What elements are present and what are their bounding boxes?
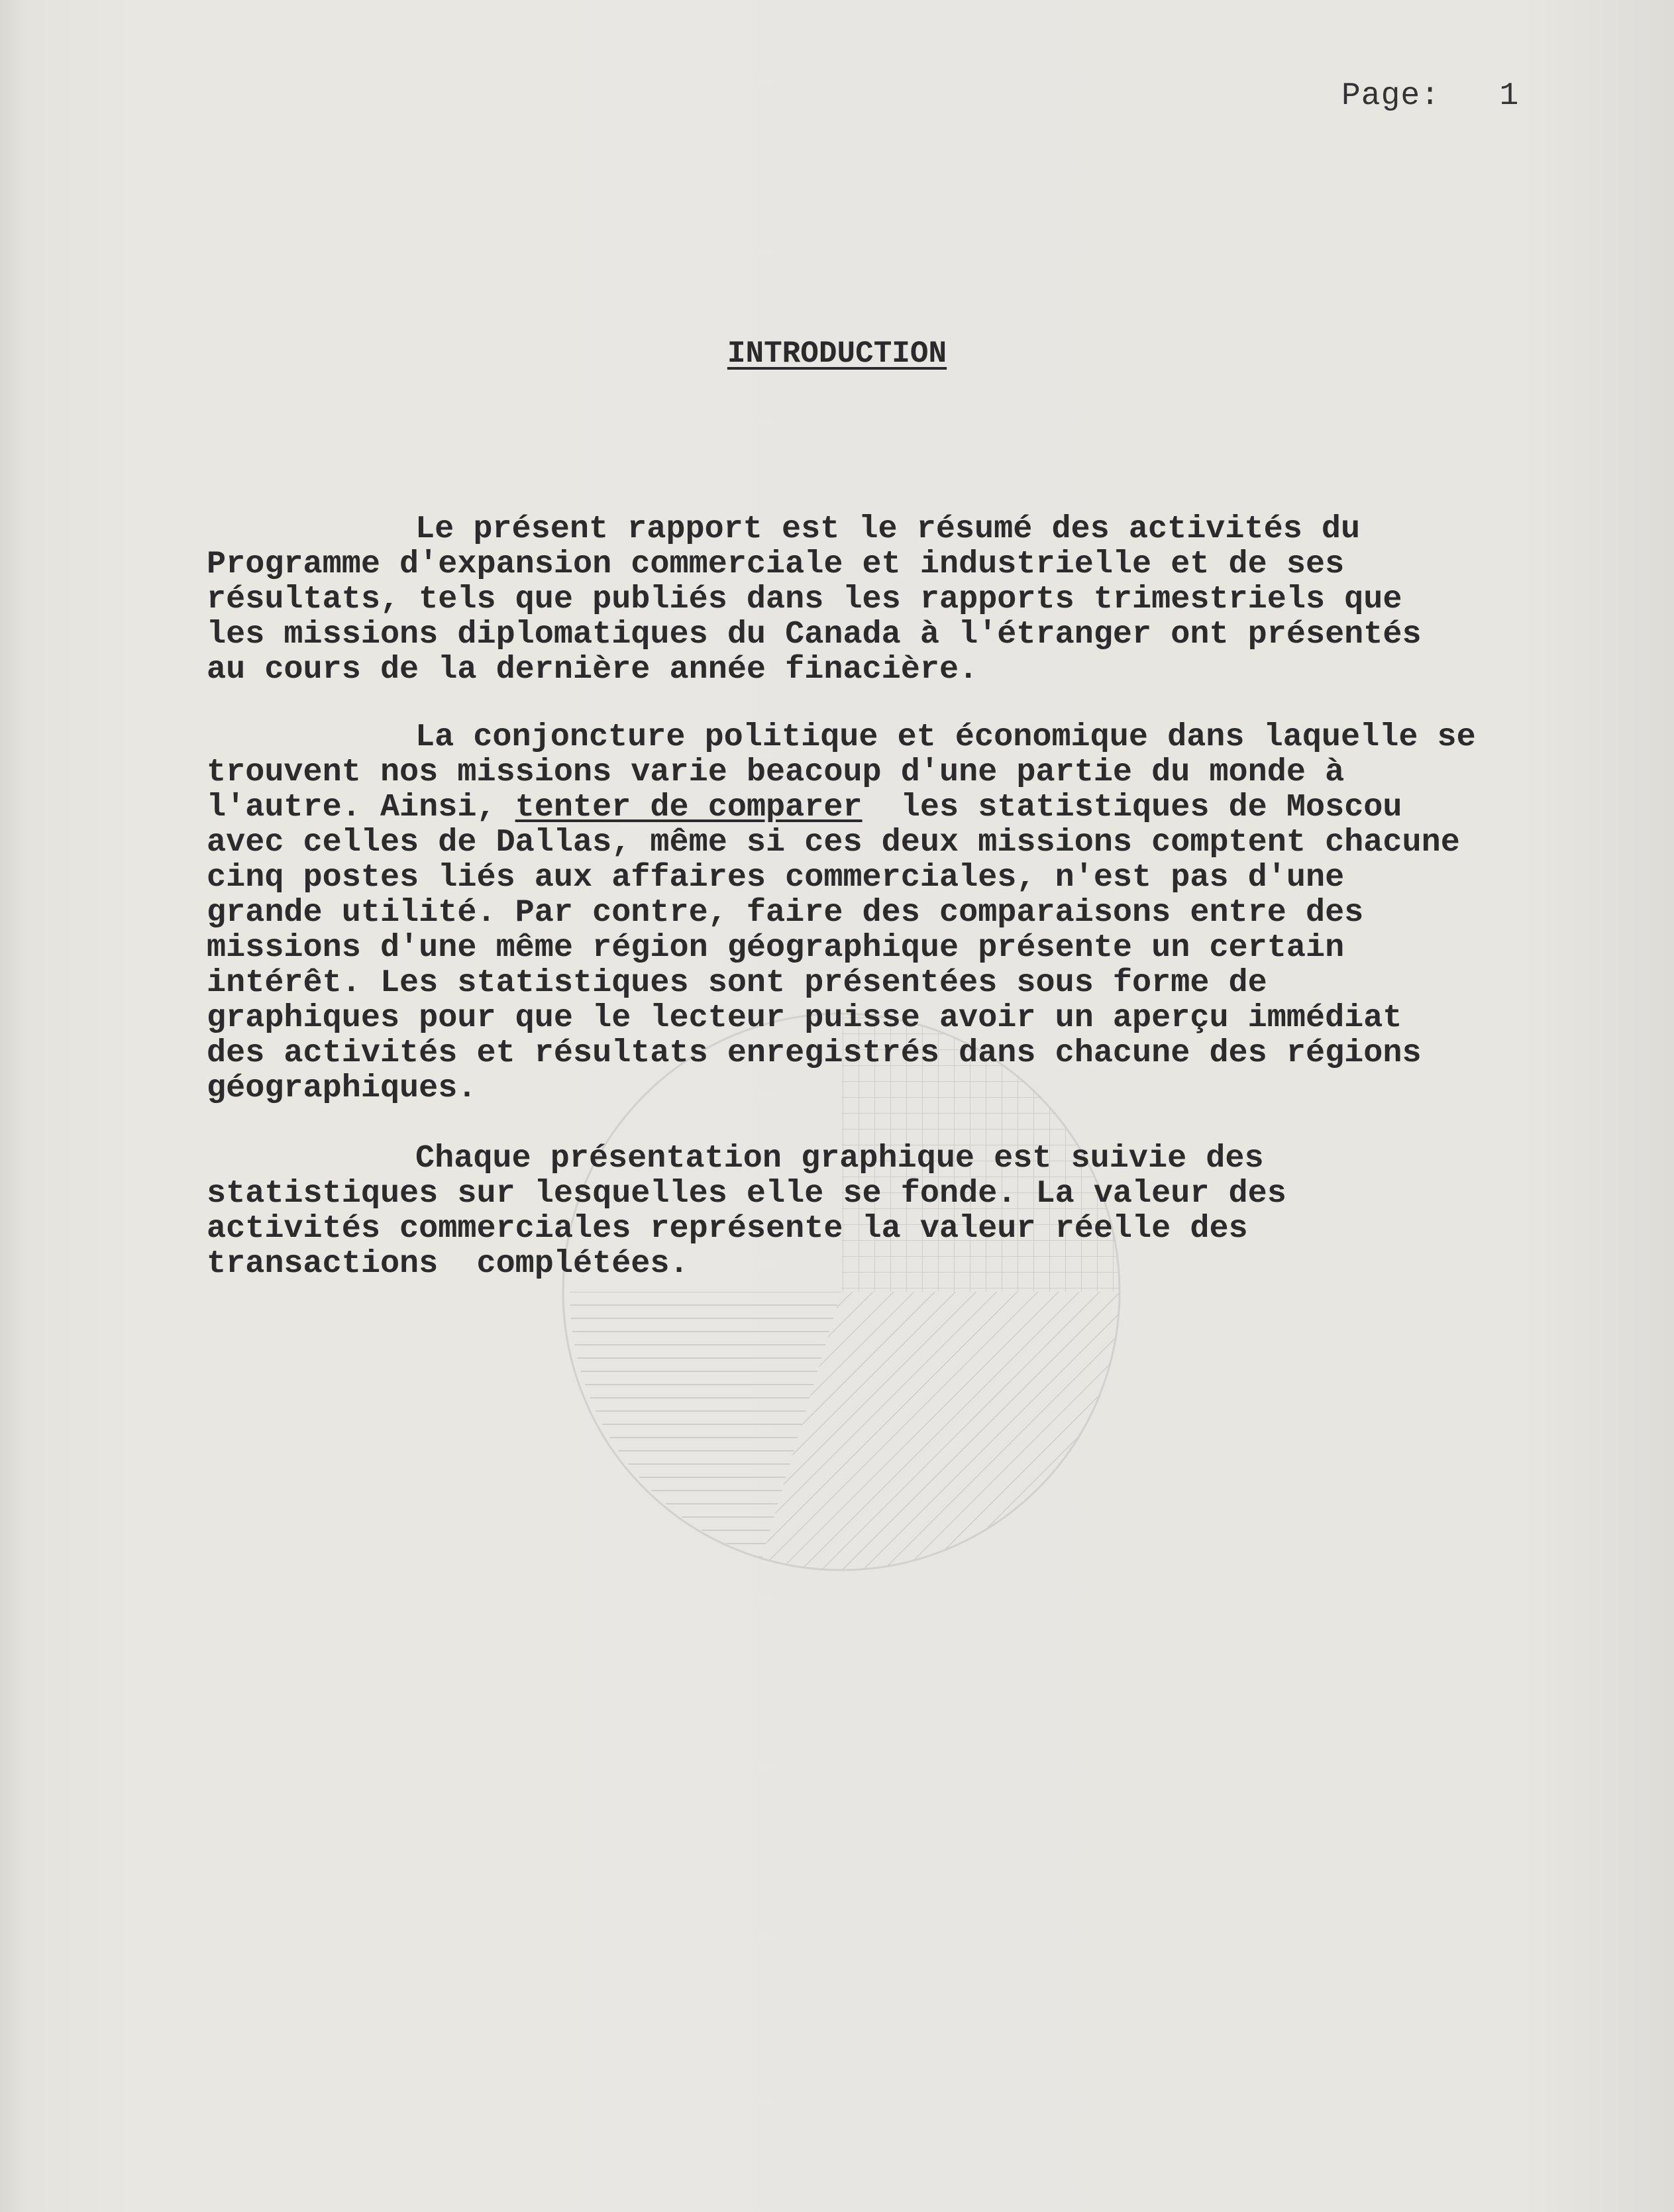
paragraph-line: Programme d'expansion commerciale et industrielle et de ses bbox=[207, 546, 1345, 582]
page-number-value: 1 bbox=[1499, 78, 1520, 114]
paragraph-line: géographiques. bbox=[207, 1070, 477, 1106]
paragraph-line: intérêt. Les statistiques sont présentées sous forme de bbox=[207, 965, 1267, 1001]
paragraph-line: Le présent rapport est le résumé des activités du bbox=[415, 511, 1361, 547]
paragraph-line: activités commerciales représente la valeur réelle des bbox=[207, 1210, 1248, 1247]
paragraph-line: au cours de la dernière année finacière. bbox=[207, 651, 978, 688]
paragraph-line: cinq postes liés aux affaires commerciales, n'est pas d'une bbox=[207, 859, 1345, 896]
paragraph-1 bbox=[207, 511, 1591, 687]
paragraph-line: l'autre. Ainsi, tenter de comparer les statistiques de Moscou bbox=[207, 789, 1402, 825]
page-number bbox=[1341, 78, 1519, 114]
paragraph-line: graphiques pour que le lecteur puisse avoir un aperçu immédiat bbox=[207, 1000, 1402, 1036]
page-label: Page: bbox=[1341, 78, 1441, 114]
paragraph-line: statistiques sur lesquelles elle se fonde. La valeur des bbox=[207, 1175, 1286, 1212]
paragraph-line: les missions diplomatiques du Canada à l'étranger ont présentés bbox=[207, 616, 1422, 653]
paragraph-line: missions d'une même région géographique présente un certain bbox=[207, 929, 1345, 966]
paragraph-line: grande utilité. Par contre, faire des comparaisons entre des bbox=[207, 894, 1364, 931]
paragraph-line: résultats, tels que publiés dans les rapports trimestriels que bbox=[207, 581, 1402, 617]
document-title: INTRODUCTION bbox=[727, 337, 947, 371]
underlined-phrase: tenter de comparer bbox=[515, 789, 863, 825]
paragraph-line: des activités et résultats enregistrés dans chacune des régions bbox=[207, 1035, 1422, 1071]
paragraph-line: transactions complétées. bbox=[207, 1245, 689, 1282]
paragraph-line: La conjoncture politique et économique dans laquelle se bbox=[415, 719, 1476, 755]
paragraph-2 bbox=[207, 719, 1591, 1106]
paragraph-line: avec celles de Dallas, même si ces deux missions comptent chacune bbox=[207, 824, 1460, 861]
paragraph-line: Chaque présentation graphique est suivie des bbox=[415, 1140, 1264, 1177]
paragraph-3 bbox=[207, 1141, 1591, 1281]
paragraph-line: trouvent nos missions varie beacoup d'une partie du monde à bbox=[207, 754, 1345, 790]
